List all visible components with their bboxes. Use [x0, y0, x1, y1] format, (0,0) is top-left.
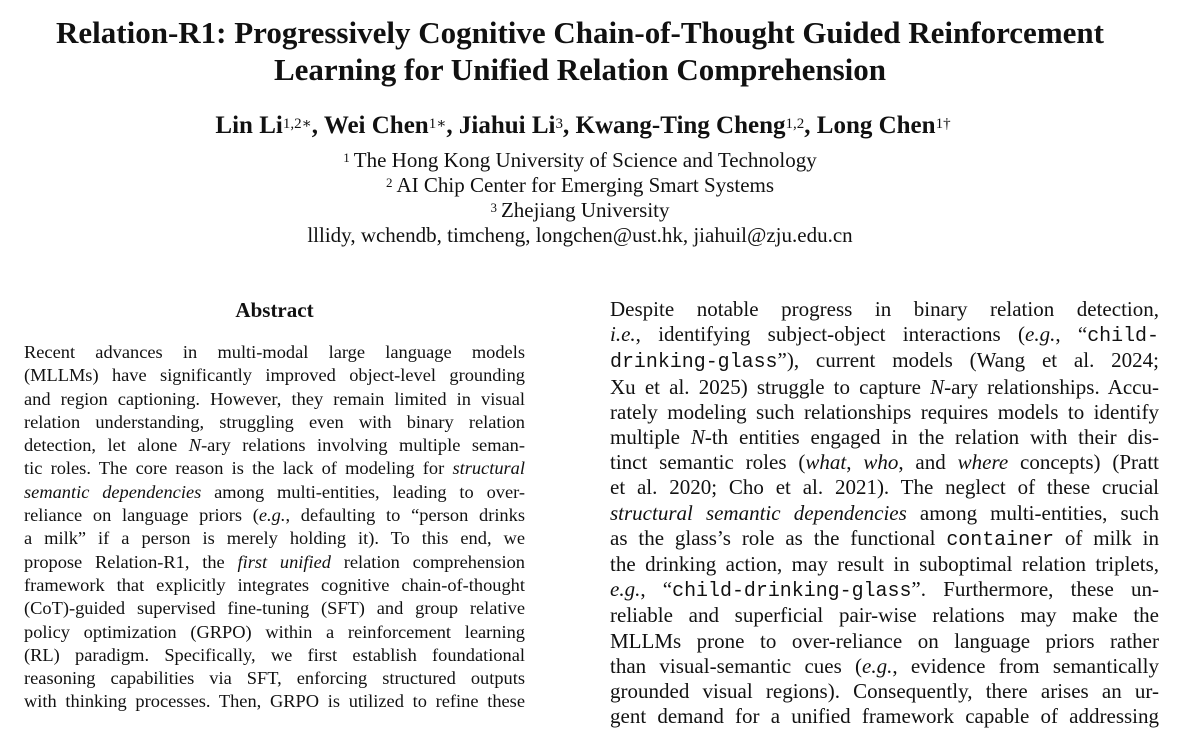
- intro-line: [610, 348, 1159, 374]
- author-list: Lin $Li^{1,2∗}$, Wei Chen$^{1∗}$, Jiahui Li$^3$, Kwang-Ting Cheng$^{1,2}$, Long Chen$^{1\dagger}$: [215, 112, 951, 139]
- text-run: reasoning capabilities via SFT, enforcing structured outputs: [24, 668, 525, 689]
- intro-line: [610, 679, 1159, 704]
- emphasis-text: e.g.: [258, 505, 286, 526]
- code-text: child-: [1087, 324, 1159, 348]
- intro-line: [610, 297, 1159, 322]
- text-run: relation comprehension: [330, 551, 525, 572]
- text-run: of milk in: [1054, 525, 1159, 550]
- affiliation: [0, 148, 1160, 173]
- abstract-line: [24, 527, 525, 550]
- text-run: among multi-entities, such: [906, 500, 1159, 525]
- affiliation-list: [0, 148, 1160, 248]
- abstract-line: [24, 364, 525, 387]
- text-run: with thinking processes. Then, GRPO is utilized to refine these: [24, 691, 525, 712]
- emphasis-text: N: [690, 425, 705, 450]
- text-run: and region captioning. However, they remain limited in visual: [24, 388, 525, 409]
- text-run: , identifying subject-object interactions (: [635, 322, 1025, 347]
- intro-line: [610, 577, 1159, 603]
- emphasis-text: structural semantic dependencies: [610, 500, 907, 525]
- abstract-line: [24, 457, 525, 480]
- text-run: tic roles. The core reason is the lack of modeling for: [24, 458, 453, 479]
- text-run: (RL) paradigm. Specifically, we first establish foundational: [24, 644, 525, 665]
- intro-line: [610, 552, 1159, 577]
- affiliation: [0, 198, 1160, 223]
- author-name: Wei Chen: [323, 112, 429, 139]
- text-run: concepts) (Pratt: [1008, 450, 1160, 475]
- text-run: , evidence from semantically: [892, 653, 1159, 678]
- author-affiliation-marker: 1∗: [428, 116, 447, 132]
- abstract-line: [24, 504, 525, 527]
- text-run: reliable and superficial pair-wise relations may make the: [610, 603, 1159, 628]
- affiliation-number: 2: [385, 175, 393, 190]
- intro-line: [610, 603, 1159, 628]
- author-name: Jiahui Li: [458, 112, 556, 139]
- intro-line: [610, 475, 1159, 500]
- intro-line: [610, 375, 1159, 400]
- abstract-line: [24, 434, 525, 457]
- text-run: relation understanding, struggling even with binary relation: [24, 411, 525, 432]
- intro-line: [610, 704, 1159, 729]
- text-run: , “: [640, 577, 673, 602]
- text-run: -ary relations involving multiple seman-: [201, 435, 525, 456]
- code-text: drinking-glass: [610, 350, 778, 374]
- text-run: et al. 2020; Cho et al. 2021). The neglect of these crucial: [610, 475, 1159, 500]
- affiliation-text: AI Chip Center for Emerging Smart Systems: [396, 173, 775, 197]
- text-run: as the glass’s role as the functional: [610, 525, 947, 550]
- affiliation-number: 3: [490, 200, 497, 215]
- text-run: rately modeling such relationships requires models to identify: [610, 399, 1159, 424]
- abstract-body: [24, 341, 525, 714]
- text-run: ”. Furthermore, these un-: [911, 577, 1159, 602]
- abstract-line: [24, 667, 525, 690]
- text-run: a milk” if a person is merely holding it). To this end, we: [24, 528, 525, 549]
- intro-line: [610, 425, 1159, 450]
- paper-title: [0, 14, 1160, 88]
- text-run: the drinking action, may result in suboptimal relation triplets,: [610, 552, 1159, 577]
- text-run: Recent advances in multi-modal large language models: [24, 342, 525, 362]
- text-run: MLLMs prone to over-reliance on language priors rather: [610, 628, 1159, 653]
- intro-line: [610, 526, 1159, 552]
- intro-line: [610, 322, 1159, 348]
- abstract-heading: Abstract: [235, 298, 314, 322]
- intro-line: [610, 450, 1159, 475]
- text-run: ”), current models (Wang et al. 2024;: [777, 348, 1159, 373]
- abstract-line: [24, 574, 525, 597]
- emphasis-text: what: [805, 450, 847, 475]
- abstract-line: [24, 388, 525, 411]
- author-affiliation-marker: 1†: [935, 116, 951, 132]
- intro-line: [610, 629, 1159, 654]
- text-run: (CoT)-guided supervised fine-tuning (SFT) and group relative: [24, 598, 525, 619]
- text-run: multiple: [610, 425, 691, 450]
- emphasis-text: i.e.: [610, 322, 636, 347]
- text-run: -ary relationships. Accu-: [944, 374, 1159, 399]
- abstract-line: [24, 551, 525, 574]
- emphasis-text: where: [957, 450, 1009, 475]
- affiliation-text: Zhejiang University: [500, 198, 670, 222]
- intro-line: [610, 400, 1159, 425]
- emphasis-text: semantic dependencies: [24, 481, 202, 502]
- abstract-line: [24, 644, 525, 667]
- text-run: Xu et al. 2025) struggle to capture: [610, 374, 931, 399]
- author-name: Lin Li: [215, 112, 283, 139]
- text-run: detection, let alone: [24, 435, 189, 456]
- text-run: among multi-entities, leading to over-: [201, 481, 526, 502]
- author-name: Kwang-Ting Cheng: [575, 112, 786, 139]
- emphasis-text: who: [863, 450, 899, 475]
- emphasis-text: structural: [452, 458, 525, 479]
- emphasis-text: e.g.: [1025, 322, 1056, 347]
- text-run: ,: [846, 450, 864, 475]
- emphasis-text: N: [930, 374, 945, 399]
- affiliation-number: 1: [343, 150, 350, 165]
- abstract-line: [24, 411, 525, 434]
- text-run: , and: [898, 450, 958, 475]
- text-run: framework that explicitly integrates cognitive chain-of-thought: [24, 574, 525, 595]
- text-run: (MLLMs) have significantly improved object-level grounding: [24, 365, 525, 386]
- paper-title-line-2: Learning for Unified Relation Comprehension: [274, 52, 886, 87]
- author-name: Long Chen: [816, 112, 936, 139]
- abstract-line: [24, 481, 525, 504]
- emphasis-text: N: [188, 435, 202, 456]
- introduction-paragraph: [610, 297, 1159, 729]
- text-run: propose Relation-R1, the: [24, 551, 238, 572]
- author-emails: lllidy, wchendb, timcheng, longchen@ust.hk, jiahuil@zju.edu.cn: [307, 223, 853, 247]
- text-run: gent demand for a unified framework capable of addressing: [610, 704, 1159, 729]
- text-run: tinct semantic roles (: [610, 450, 806, 475]
- affiliation-text: The Hong Kong University of Science and Technology: [353, 148, 817, 172]
- author-affiliation-marker: 1,2: [785, 116, 805, 132]
- paper-title-line-1: Relation-R1: Progressively Cognitive Chain-of-Thought Guided Reinforcement: [56, 15, 1104, 50]
- intro-line: [610, 654, 1159, 679]
- code-text: container: [946, 527, 1054, 551]
- abstract-line: [24, 690, 525, 713]
- text-run: , defaulting to “person drinks: [285, 505, 525, 526]
- emphasis-text: e.g.: [610, 577, 641, 602]
- text-run: Despite notable progress in binary relation detection,: [610, 297, 1159, 321]
- affiliation: [0, 173, 1160, 198]
- author-affiliation-marker: 1,2∗: [282, 116, 312, 132]
- text-run: than visual-semantic cues (: [610, 653, 863, 678]
- intro-line: [610, 501, 1159, 526]
- text-run: -th entities engaged in the relation with their dis-: [704, 425, 1159, 450]
- text-run: reliance on language priors (: [24, 505, 259, 526]
- abstract-line: [24, 597, 525, 620]
- author-affiliation-marker: 3: [555, 116, 563, 132]
- text-run: , “: [1055, 322, 1088, 347]
- emphasis-text: first unified: [237, 551, 331, 572]
- text-run: grounded visual regions). Consequently, there arises an ur-: [610, 679, 1159, 704]
- abstract-line: [24, 621, 525, 644]
- code-text: child-drinking-glass: [672, 579, 912, 603]
- emphasis-text: e.g.: [862, 653, 893, 678]
- text-run: policy optimization (GRPO) within a reinforcement learning: [24, 621, 525, 642]
- abstract-line: [24, 341, 525, 364]
